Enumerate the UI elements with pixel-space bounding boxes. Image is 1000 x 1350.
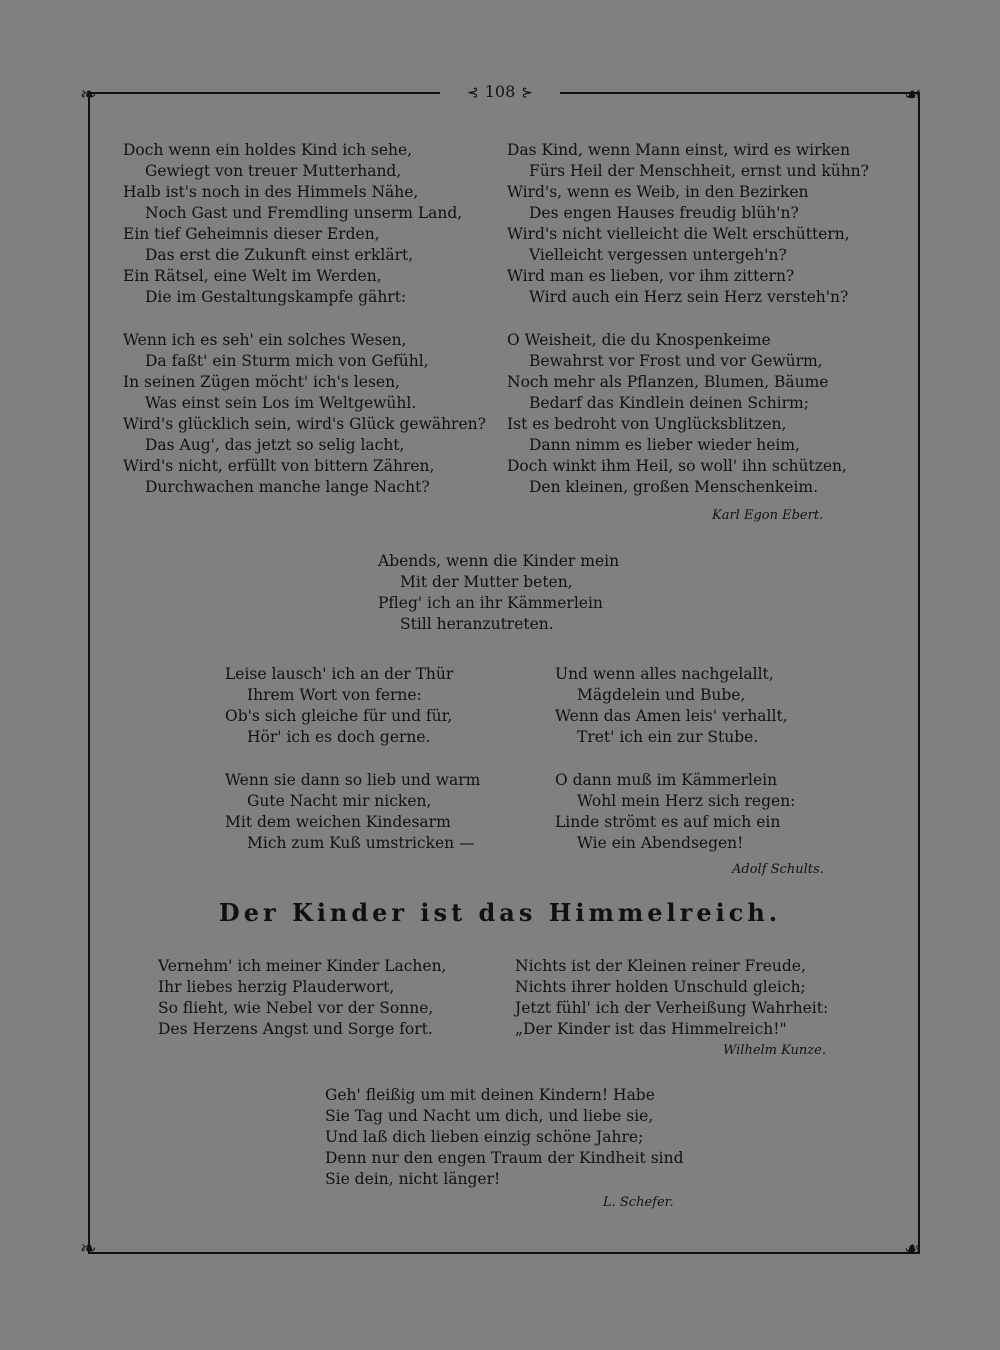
poem-line: Ihr liebes herzig Plauderwort, [158,978,395,996]
poem-line: Nichts ist der Kleinen reiner Freude, [515,957,806,975]
poem-line: In seinen Zügen möcht' ich's lesen, [123,373,400,391]
poem-line: Mägdelein und Bube, [577,686,746,704]
poem-line: Vielleicht vergessen untergeh'n? [529,246,787,264]
poem-line: Hör' ich es doch gerne. [247,728,431,746]
poem-line: Linde strömt es auf mich ein [555,813,781,831]
poem-line: Ist es bedroht von Unglücksblitzen, [507,415,787,433]
poem-line: Das erst die Zukunft einst erklärt, [145,246,414,264]
poem-line: Mit der Mutter beten, [400,573,573,591]
poem-line: O Weisheit, die du Knospenkeime [507,331,771,349]
poem-line: Des engen Hauses freudig blüh'n? [529,204,799,222]
poem-line: Doch winkt ihm Heil, so woll' ihn schützen, [507,457,847,475]
poem-line: Wie ein Abendsegen! [577,834,744,852]
poem-line: Bedarf das Kindlein deinen Schirm; [529,394,809,412]
poem2-left-column [225,664,480,854]
poem1-left-column [123,140,486,498]
poem3-right-column [515,956,828,1040]
poem-line: Ein tief Geheimnis dieser Erden, [123,225,380,243]
poem-line: Wohl mein Herz sich regen: [577,792,796,810]
poem4-author: L. Schefer. [603,1195,674,1210]
poem-line: Geh' fleißig um mit deinen Kindern! Habe [325,1086,655,1104]
poem-line: Mich zum Kuß umstricken — [247,834,475,852]
poem-line: Dann nimm es lieber wieder heim, [529,436,800,454]
corner-ornament-bottom-right: ☙ [904,1236,922,1260]
poem-line: Wenn sie dann so lieb und warm [225,771,481,789]
poem-line: Ob's sich gleiche für und für, [225,707,453,725]
poem-line: Gewiegt von treuer Mutterhand, [145,162,402,180]
page-number-header [440,82,560,101]
poem-line: Den kleinen, großen Menschenkeim. [529,478,819,496]
poem3-author: Wilhelm Kunze. [723,1043,826,1058]
poem-line: Des Herzens Angst und Sorge fort. [158,1020,433,1038]
poem-line: Vernehm' ich meiner Kinder Lachen, [158,957,447,975]
poem-line: Noch mehr als Pflanzen, Blumen, Bäume [507,373,829,391]
poem3-left-column [158,956,446,1040]
poem2-author: Adolf Schults. [732,862,824,877]
poem-line: Jetzt fühl' ich der Verheißung Wahrheit: [515,999,829,1017]
poem-line: Wird's nicht, erfüllt von bittern Zähren, [123,457,435,475]
page-number: 108 [484,82,516,101]
poem-line: Und wenn alles nachgelallt, [555,665,774,683]
poem-line: Bewahrst vor Frost und vor Gewürm, [529,352,823,370]
poem4-block [325,1085,684,1190]
poem-line: Durchwachen manche lange Nacht? [145,478,430,496]
poem-line: Sie Tag und Nacht um dich, und liebe sie, [325,1107,654,1125]
poem-line: So flieht, wie Nebel vor der Sonne, [158,999,434,1017]
poem-line: Gute Nacht mir nicken, [247,792,432,810]
poem-line: Die im Gestaltungskampfe gährt: [145,288,407,306]
poem-line: Fürs Heil der Menschheit, ernst und kühn? [529,162,869,180]
poem-line: Und laß dich lieben einzig schöne Jahre; [325,1128,644,1146]
poem-line: Denn nur den engen Traum der Kindheit sind [325,1149,684,1167]
poem-line: Da faßt' ein Sturm mich von Gefühl, [145,352,429,370]
poem-line: Nichts ihrer holden Unschuld gleich; [515,978,806,996]
poem-line: Das Kind, wenn Mann einst, wird es wirken [507,141,851,159]
poem-line: Ein Rätsel, eine Welt im Werden, [123,267,382,285]
poem-line: „Der Kinder ist das Himmelreich!" [515,1020,787,1038]
poem-line: O dann muß im Kämmerlein [555,771,778,789]
poem-line: Wird auch ein Herz sein Herz versteh'n? [529,288,849,306]
poem2-intro [378,551,619,635]
poem3-title: Der Kinder ist das Himmelreich. [218,898,782,927]
poem-line: Was einst sein Los im Weltgewühl. [145,394,417,412]
poem-line: Wird man es lieben, vor ihm zittern? [507,267,795,285]
poem-line: Das Aug', das jetzt so selig lacht, [145,436,405,454]
poem1-author: Karl Egon Ebert. [712,508,824,523]
poem-line: Leise lausch' ich an der Thür [225,665,454,683]
poem-line: Wird's nicht vielleicht die Welt erschüttern, [507,225,850,243]
poem-line: Pfleg' ich an ihr Kämmerlein [378,594,603,612]
corner-ornament-bottom-left: ❧ [80,1236,97,1260]
poem1-right-column [507,140,869,498]
corner-ornament-top-left: ❧ [80,82,97,106]
poem-line: Wenn das Amen leis' verhallt, [555,707,788,725]
poem-line: Sie dein, nicht länger! [325,1170,501,1188]
poem-line: Doch wenn ein holdes Kind ich sehe, [123,141,413,159]
poem-line: Still heranzutreten. [400,615,554,633]
poem2-right-column [555,664,795,854]
poem-line: Ihrem Wort von ferne: [247,686,422,704]
poem-line: Tret' ich ein zur Stube. [577,728,759,746]
poem-line: Wird's, wenn es Weib, in den Bezirken [507,183,809,201]
poem-line: Wird's glücklich sein, wird's Glück gewähren? [123,415,486,433]
poem-line: Wenn ich es seh' ein solches Wesen, [123,331,407,349]
poem-line: Abends, wenn die Kinder mein [378,552,620,570]
poem-line: Mit dem weichen Kindesarm [225,813,451,831]
corner-ornament-top-right: ☙ [904,82,922,106]
ornament-left-icon: ⊰ [466,85,479,101]
poem-line: Noch Gast und Fremdling unserm Land, [145,204,463,222]
poem-line: Halb ist's noch in des Himmels Nähe, [123,183,419,201]
ornament-right-icon: ⊱ [521,85,533,101]
